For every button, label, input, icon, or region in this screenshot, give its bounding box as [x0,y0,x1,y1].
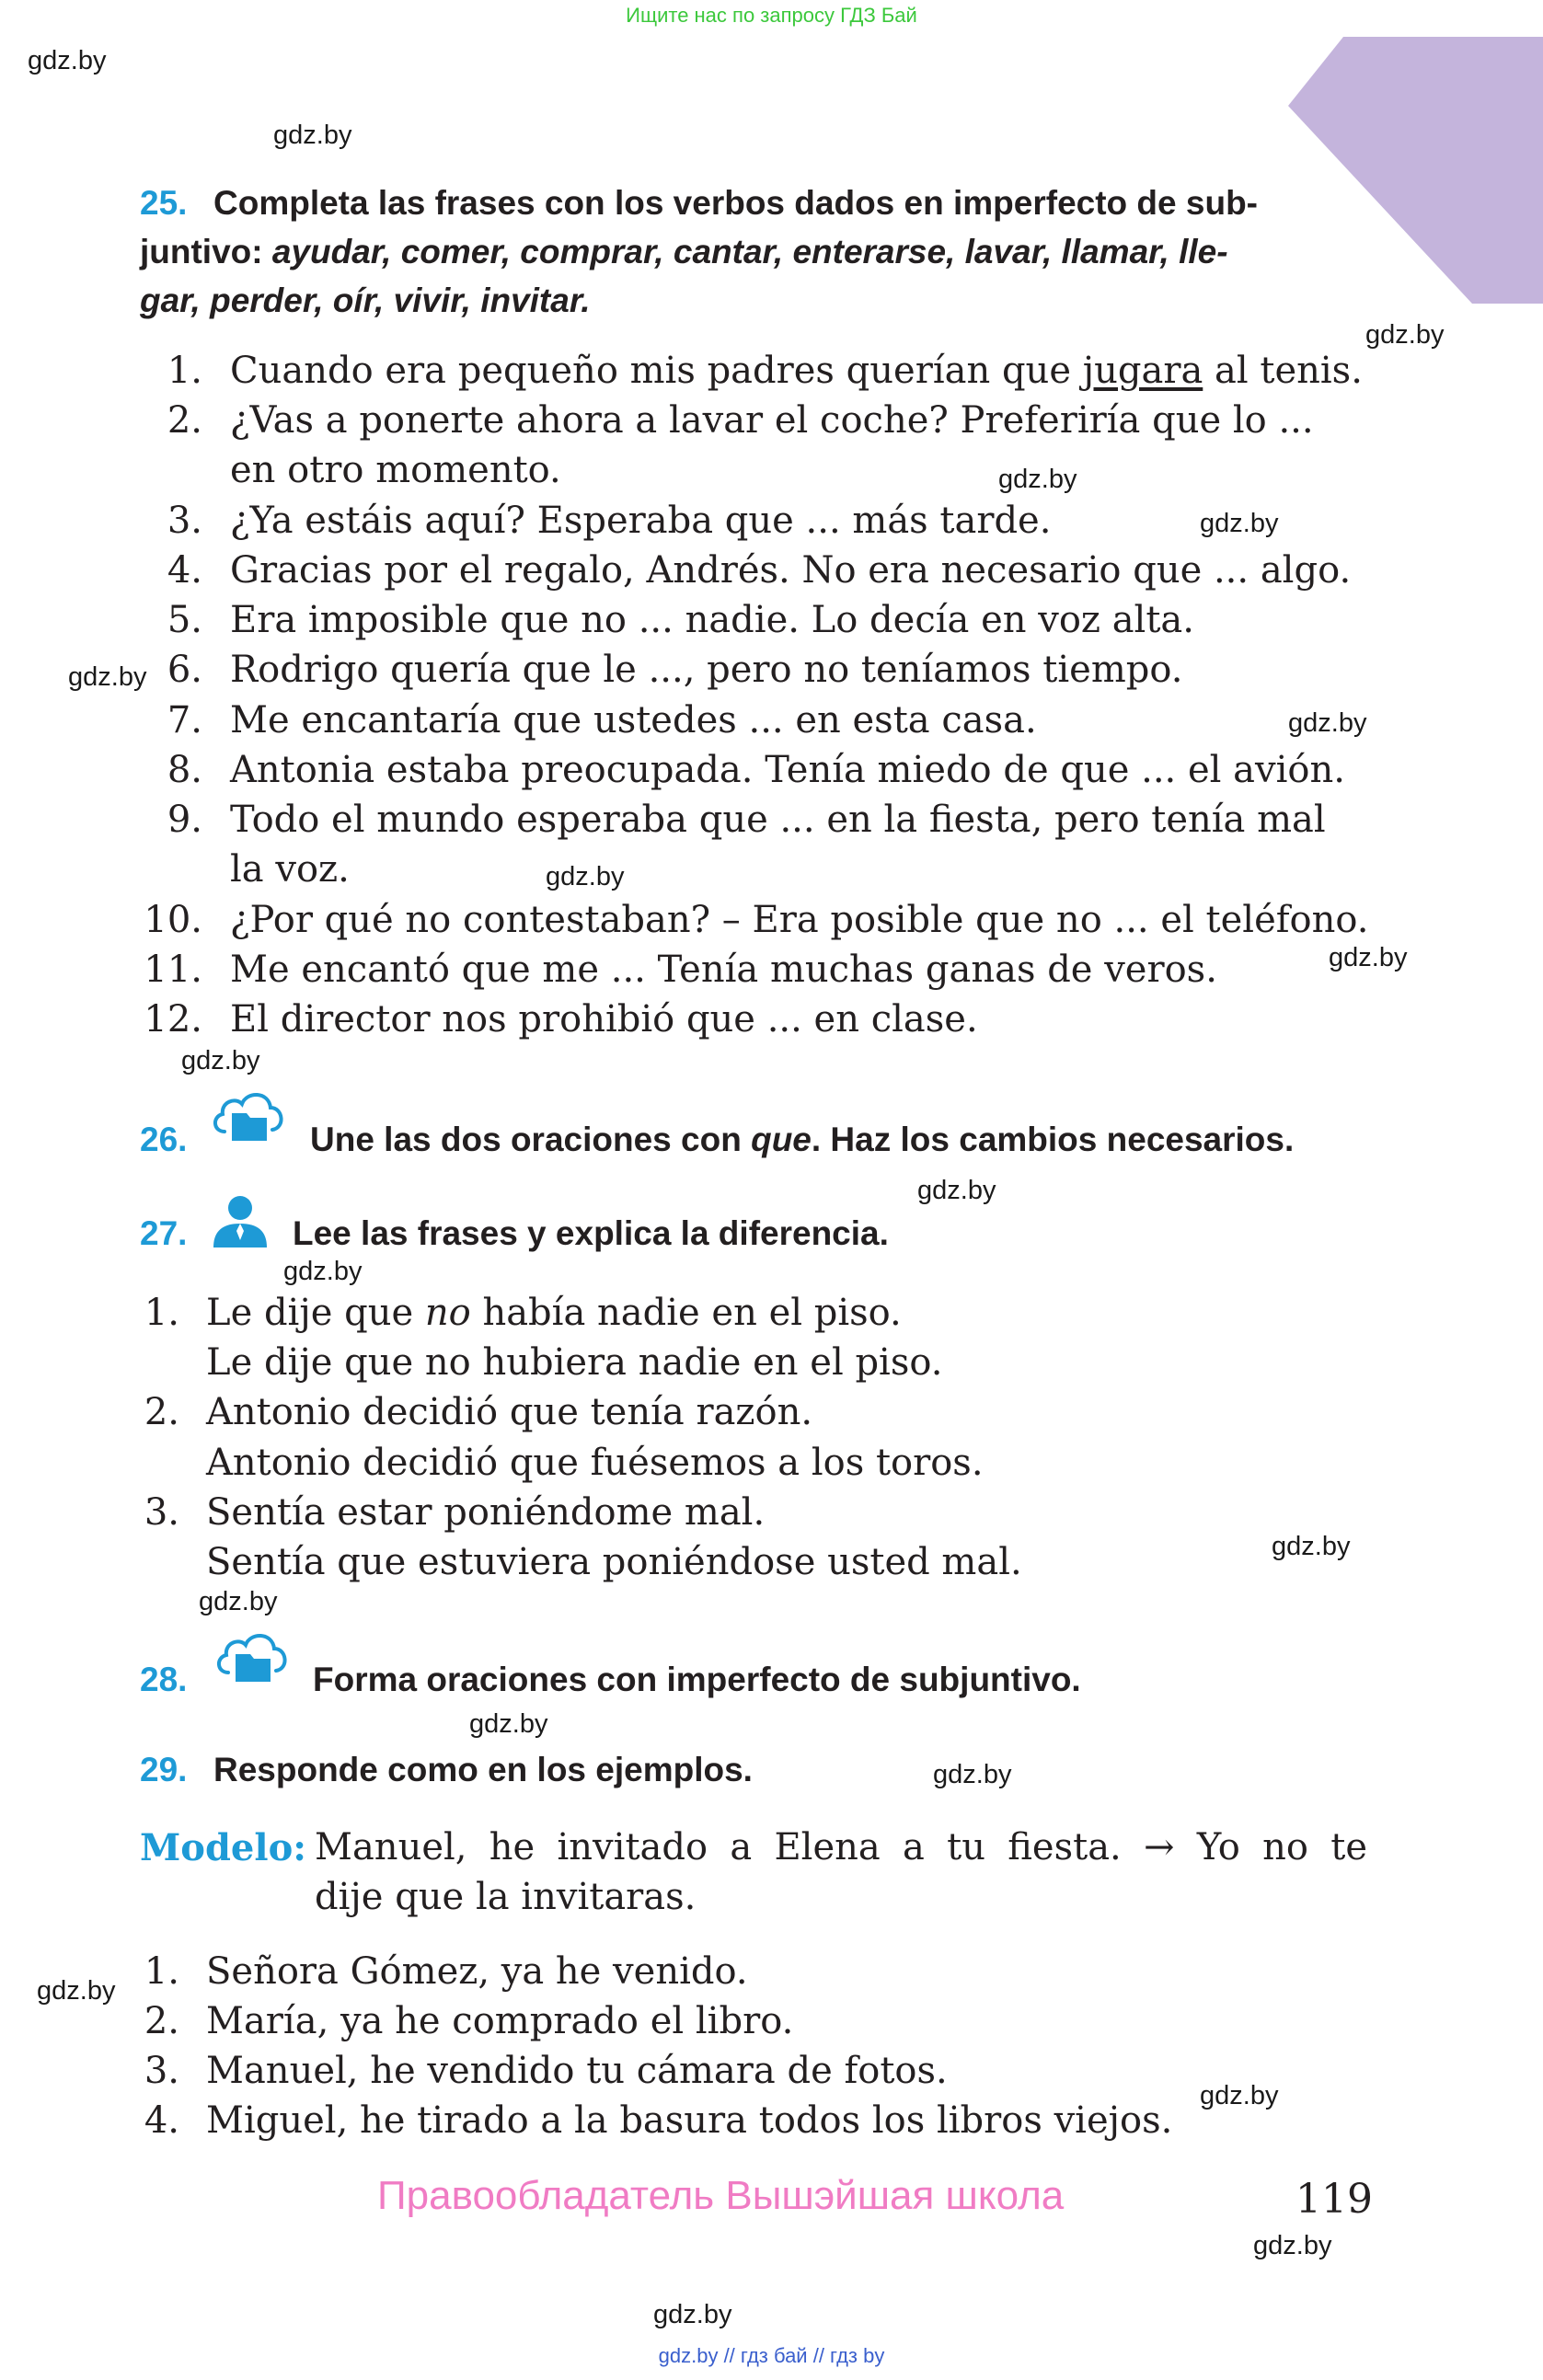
exercise-item: Manuel, he vendido tu cámara de fotos. [206,2050,948,2092]
item-number: 1. [144,1292,179,1334]
watermark: gdz.by [933,1760,1012,1789]
watermark: gdz.by [1365,320,1445,350]
watermark: gdz.by [68,662,147,692]
watermark: gdz.by [181,1046,260,1075]
modelo-text: Manuel, he invitado a Elena a tu fiesta. → Yo no te [315,1826,1367,1868]
watermark: gdz.by [199,1587,278,1616]
exercise-number: 25. [140,184,188,222]
exercise-title: Completa las frases con los verbos dados en imperfecto de sub- [213,184,1258,222]
exercise-title: Forma oraciones con imperfecto de subjuntivo. [313,1661,1081,1698]
item-number: 12. [144,998,202,1041]
exercise-item-b: Le dije que no hubiera nadie en el piso. [206,1341,943,1384]
exercise-item: Miguel, he tirado a la basura todos los libros viejos. [206,2099,1173,2142]
exercise-item: Cuando era pequeño mis padres querían que jugara al tenis. [230,350,1363,392]
modelo-text-cont: dije que la invitaras. [315,1876,697,1918]
item-number: 3. [167,500,202,542]
watermark: gdz.by [546,862,625,891]
exercise-item-cont: en otro momento. [230,449,561,491]
exercise-title-cont: juntivo: ayudar, comer, comprar, cantar, enterarse, lavar, llamar, lle- [140,233,1228,270]
item-number: 1. [144,1950,179,1993]
exercise-item: Me encantó que me ... Tenía muchas ganas de veros. [230,949,1217,991]
watermark: gdz.by [469,1709,548,1739]
item-number: 8. [167,749,202,791]
item-number: 2. [144,1391,179,1433]
exercise-item: Señora Gómez, ya he venido. [206,1950,748,1993]
watermark: gdz.by [1272,1532,1351,1561]
page-number: 119 [1295,2176,1373,2223]
exercise-item: Todo el mundo esperaba que ... en la fiesta, pero tenía mal [230,799,1326,841]
item-number: 6. [167,649,202,691]
exercise-item: María, ya he comprado el libro. [206,2000,794,2042]
corner-decoration [1288,37,1543,304]
item-number: 7. [167,699,202,742]
watermark: gdz.by [283,1257,363,1286]
exercise-item: Me encantaría que ustedes ... en esta casa. [230,699,1037,742]
watermark: gdz.by [1253,2231,1332,2260]
item-number: 3. [144,1491,179,1534]
item-number: 4. [144,2099,179,2142]
watermark: gdz.by [273,121,352,150]
exercise-item: Le dije que no había nadie en el piso. [206,1292,902,1334]
exercise-title: Lee las frases y explica la diferencia. [293,1214,889,1252]
exercise-item: ¿Vas a ponerte ahora a lavar el coche? Preferiría que lo ... [230,399,1314,442]
exercise-item: Sentía estar poniéndome mal. [206,1491,766,1534]
exercise-item-b: Sentía que estuviera poniéndose usted mal. [206,1541,1022,1583]
exercise-item: Antonia estaba preocupada. Tenía miedo de que ... el avión. [230,749,1345,791]
person-icon [210,1194,271,1247]
exercise-number: 29. [140,1751,188,1788]
cloud-folder-icon [213,1627,291,1689]
watermark: gdz.by [37,1976,116,2006]
item-number: 3. [144,2050,179,2092]
exercise-item: Antonio decidió que tenía razón. [206,1391,813,1433]
exercise-title: Une las dos oraciones con que. Haz los cambios necesarios. [310,1121,1295,1158]
item-number: 2. [144,2000,179,2042]
item-number: 1. [167,350,202,392]
exercise-item: ¿Por qué no contestaban? – Era posible que no ... el teléfono. [230,899,1369,941]
exercise-number: 27. [140,1214,188,1252]
exercise-item-cont: la voz. [230,848,350,891]
item-number: 9. [167,799,202,841]
modelo-label: Modelo: [140,1826,307,1869]
item-number: 10. [144,899,202,941]
watermark: gdz.by [1329,943,1408,972]
exercise-item-b: Antonio decidió que fuésemos a los toros. [206,1442,984,1484]
exercise-item: ¿Ya estáis aquí? Esperaba que ... más tarde. [230,500,1052,542]
item-number: 11. [144,949,202,991]
item-number: 5. [167,599,202,641]
exercise-item: Era imposible que no ... nadie. Lo decía en voz alta. [230,599,1194,641]
top-banner[interactable]: Ищите нас по запросу ГДЗ Бай [626,4,917,27]
copyright-notice: Правообладатель Вышэйшая школа [377,2173,1065,2218]
watermark: gdz.by [1200,509,1279,538]
bottom-banner[interactable]: gdz.by // гдз бай // гдз by [658,2344,885,2367]
cloud-folder-icon [210,1086,287,1148]
exercise-item: El director nos prohibió que ... en clase. [230,998,978,1041]
exercise-number: 26. [140,1121,188,1158]
watermark: gdz.by [653,2300,732,2329]
watermark: gdz.by [917,1176,996,1205]
watermark: gdz.by [28,46,107,75]
item-number: 2. [167,399,202,442]
exercise-item: Gracias por el regalo, Andrés. No era necesario que ... algo. [230,549,1352,592]
watermark: gdz.by [998,465,1077,494]
exercise-title-cont: gar, perder, oír, vivir, invitar. [140,282,591,319]
exercise-title: Responde como en los ejemplos. [213,1751,753,1788]
watermark: gdz.by [1200,2081,1279,2110]
exercise-item: Rodrigo quería que le ..., pero no teníamos tiempo. [230,649,1183,691]
exercise-number: 28. [140,1661,188,1698]
watermark: gdz.by [1288,708,1367,738]
item-number: 4. [167,549,202,592]
